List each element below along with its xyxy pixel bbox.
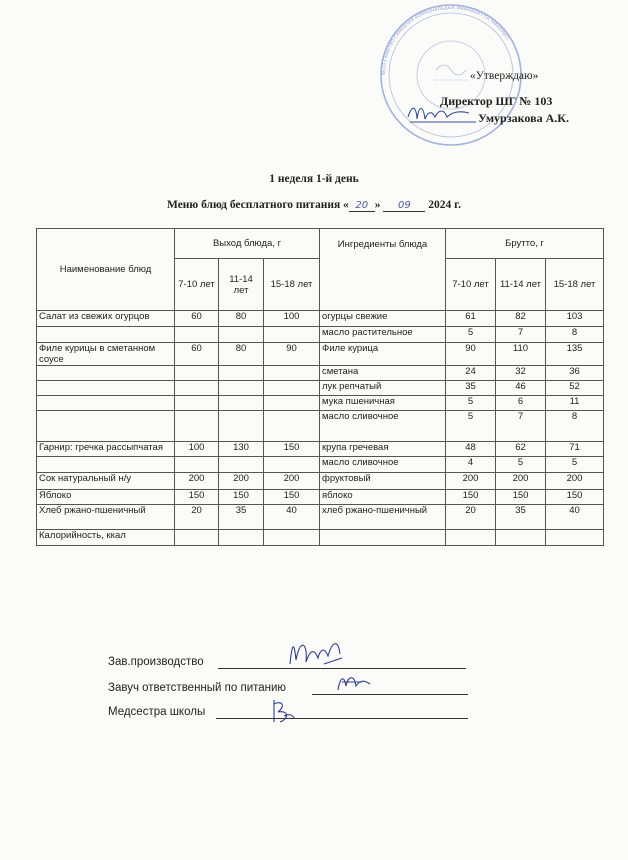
table-row bbox=[37, 473, 604, 490]
table-row bbox=[37, 442, 604, 457]
table-row bbox=[37, 530, 604, 546]
ingredient-cell: Филе курица bbox=[320, 343, 446, 366]
table-row bbox=[37, 343, 604, 366]
output-cell: 200 bbox=[219, 473, 264, 490]
output-cell: 150 bbox=[175, 490, 219, 505]
week-day-title: 1 неделя 1-й день bbox=[269, 173, 359, 185]
dish-name-cell: Яблоко bbox=[37, 490, 175, 505]
age-header: 15-18 лет bbox=[264, 259, 320, 311]
output-cell bbox=[175, 366, 219, 381]
dish-name-cell: Хлеб ржано-пшеничный bbox=[37, 505, 175, 530]
gross-cell: 8 bbox=[546, 327, 604, 343]
dish-name-cell: Филе курицы в сметанном соусе bbox=[37, 343, 175, 366]
gross-cell: 5 bbox=[446, 411, 496, 442]
gross-cell: 7 bbox=[496, 411, 546, 442]
ingredient-cell: лук репчатый bbox=[320, 381, 446, 396]
menu-title-suffix: 2024 г. bbox=[425, 199, 461, 211]
gross-cell bbox=[496, 530, 546, 546]
output-cell bbox=[264, 366, 320, 381]
col-header-ingredients: Ингредиенты блюда bbox=[320, 229, 446, 311]
table-row bbox=[37, 381, 604, 396]
ingredient-cell: хлеб ржано-пшеничный bbox=[320, 505, 446, 530]
signature-row-deputy bbox=[108, 682, 286, 694]
output-cell: 80 bbox=[219, 311, 264, 327]
dish-name-cell bbox=[37, 457, 175, 473]
output-cell: 90 bbox=[264, 343, 320, 366]
menu-month: 09 bbox=[383, 200, 425, 212]
output-cell bbox=[219, 530, 264, 546]
svg-text:№103 мектеп-гимназия коммуналь bbox=[381, 5, 510, 75]
gross-cell: 62 bbox=[496, 442, 546, 457]
ingredient-cell: крупа гречевая bbox=[320, 442, 446, 457]
dish-name-cell: Калорийность, ккал bbox=[37, 530, 175, 546]
gross-cell: 8 bbox=[546, 411, 604, 442]
gross-age-header: 15-18 лет bbox=[546, 259, 604, 311]
gross-cell: 36 bbox=[546, 366, 604, 381]
table-row bbox=[37, 411, 604, 442]
dish-name-cell: Сок натуральный н/у bbox=[37, 473, 175, 490]
gross-cell: 48 bbox=[446, 442, 496, 457]
director-title: Директор ШГ № 103 bbox=[440, 94, 553, 108]
gross-cell: 11 bbox=[546, 396, 604, 411]
gross-cell: 20 bbox=[446, 505, 496, 530]
gross-cell: 4 bbox=[446, 457, 496, 473]
ingredient-cell: фруктовый bbox=[320, 473, 446, 490]
menu-day: 20 bbox=[349, 200, 375, 212]
table-row bbox=[37, 457, 604, 473]
output-cell: 150 bbox=[219, 490, 264, 505]
output-cell bbox=[264, 530, 320, 546]
output-cell bbox=[175, 396, 219, 411]
output-cell bbox=[264, 327, 320, 343]
output-cell: 80 bbox=[219, 343, 264, 366]
output-cell: 200 bbox=[264, 473, 320, 490]
menu-title-mid: » bbox=[374, 199, 384, 211]
dish-name-cell bbox=[37, 381, 175, 396]
output-cell bbox=[264, 396, 320, 411]
output-cell bbox=[175, 457, 219, 473]
gross-cell: 5 bbox=[446, 327, 496, 343]
menu-table-body bbox=[37, 311, 604, 546]
col-header-name: Наименование блюд bbox=[37, 229, 175, 311]
ingredient-cell: сметана bbox=[320, 366, 446, 381]
ingredient-cell: мука пшеничная bbox=[320, 396, 446, 411]
gross-cell: 35 bbox=[496, 505, 546, 530]
output-cell bbox=[175, 381, 219, 396]
gross-cell: 5 bbox=[546, 457, 604, 473]
ingredient-cell: огурцы свежие bbox=[320, 311, 446, 327]
gross-cell: 35 bbox=[446, 381, 496, 396]
menu-title bbox=[0, 199, 628, 212]
output-cell: 100 bbox=[264, 311, 320, 327]
output-cell bbox=[175, 327, 219, 343]
gross-cell: 200 bbox=[546, 473, 604, 490]
signature-deputy bbox=[334, 668, 374, 696]
gross-cell: 150 bbox=[446, 490, 496, 505]
col-header-output: Выход блюда, г bbox=[175, 229, 320, 259]
table-row bbox=[37, 396, 604, 411]
age-header: 11-14 лет bbox=[219, 259, 264, 311]
output-cell: 150 bbox=[264, 442, 320, 457]
dish-name-cell: Салат из свежих огурцов bbox=[37, 311, 175, 327]
table-row bbox=[37, 490, 604, 505]
gross-cell: 90 bbox=[446, 343, 496, 366]
output-cell: 100 bbox=[175, 442, 219, 457]
table-row bbox=[37, 327, 604, 343]
output-cell bbox=[219, 411, 264, 442]
stamp-ring-text: №103 мектеп-гимназия коммунальдық мемлекеттік мекемесі bbox=[380, 4, 511, 76]
output-cell bbox=[175, 411, 219, 442]
output-cell: 60 bbox=[175, 311, 219, 327]
output-cell bbox=[264, 411, 320, 442]
output-cell bbox=[264, 381, 320, 396]
signature-label: Зав.производство bbox=[108, 656, 204, 668]
gross-cell: 135 bbox=[546, 343, 604, 366]
ingredient-cell: масло сливочное bbox=[320, 457, 446, 473]
approval-word: «Утверждаю» bbox=[470, 70, 539, 82]
output-cell bbox=[175, 530, 219, 546]
gross-cell bbox=[546, 530, 604, 546]
signature-line bbox=[216, 718, 468, 719]
signature-nurse bbox=[264, 696, 304, 726]
menu-title-prefix: Меню блюд бесплатного питания « bbox=[167, 199, 349, 211]
gross-cell: 5 bbox=[496, 457, 546, 473]
output-cell bbox=[264, 457, 320, 473]
gross-cell: 6 bbox=[496, 396, 546, 411]
output-cell bbox=[219, 327, 264, 343]
dish-name-cell bbox=[37, 411, 175, 442]
signature-row-production bbox=[108, 656, 204, 668]
dish-name-cell bbox=[37, 366, 175, 381]
menu-table bbox=[36, 228, 604, 546]
table-row bbox=[37, 311, 604, 327]
signature-label: Завуч ответственный по питанию bbox=[108, 682, 287, 694]
output-cell bbox=[219, 366, 264, 381]
output-cell: 130 bbox=[219, 442, 264, 457]
gross-cell: 103 bbox=[546, 311, 604, 327]
gross-cell: 40 bbox=[546, 505, 604, 530]
gross-cell: 82 bbox=[496, 311, 546, 327]
gross-cell: 200 bbox=[496, 473, 546, 490]
output-cell: 35 bbox=[219, 505, 264, 530]
gross-cell: 52 bbox=[546, 381, 604, 396]
gross-cell: 150 bbox=[496, 490, 546, 505]
gross-cell: 61 bbox=[446, 311, 496, 327]
output-cell: 40 bbox=[264, 505, 320, 530]
col-header-gross: Брутто, г bbox=[446, 229, 604, 259]
gross-cell: 32 bbox=[496, 366, 546, 381]
age-header: 7-10 лет bbox=[175, 259, 219, 311]
table-row bbox=[37, 366, 604, 381]
gross-cell: 7 bbox=[496, 327, 546, 343]
dish-name-cell bbox=[37, 396, 175, 411]
ingredient-cell: яблоко bbox=[320, 490, 446, 505]
gross-cell: 5 bbox=[446, 396, 496, 411]
output-cell: 20 bbox=[175, 505, 219, 530]
director-signature bbox=[404, 101, 484, 127]
ingredient-cell bbox=[320, 530, 446, 546]
gross-cell: 71 bbox=[546, 442, 604, 457]
gross-age-header: 7-10 лет bbox=[446, 259, 496, 311]
gross-cell: 46 bbox=[496, 381, 546, 396]
director-name: Умурзакова А.К. bbox=[478, 111, 569, 125]
output-cell bbox=[219, 381, 264, 396]
output-cell: 200 bbox=[175, 473, 219, 490]
signature-label: Медсестра школы bbox=[108, 706, 206, 718]
dish-name-cell: Гарнир: гречка рассыпчатая bbox=[37, 442, 175, 457]
dish-name-cell bbox=[37, 327, 175, 343]
gross-cell: 150 bbox=[546, 490, 604, 505]
table-row bbox=[37, 505, 604, 530]
gross-cell: 200 bbox=[446, 473, 496, 490]
gross-cell: 110 bbox=[496, 343, 546, 366]
gross-cell: 24 bbox=[446, 366, 496, 381]
output-cell bbox=[219, 457, 264, 473]
ingredient-cell: масло растительное bbox=[320, 327, 446, 343]
output-cell: 150 bbox=[264, 490, 320, 505]
ingredient-cell: масло сливочное bbox=[320, 411, 446, 442]
gross-cell bbox=[446, 530, 496, 546]
output-cell: 60 bbox=[175, 343, 219, 366]
output-cell bbox=[219, 396, 264, 411]
gross-age-header: 11-14 лет bbox=[496, 259, 546, 311]
signature-row-nurse bbox=[108, 706, 205, 718]
